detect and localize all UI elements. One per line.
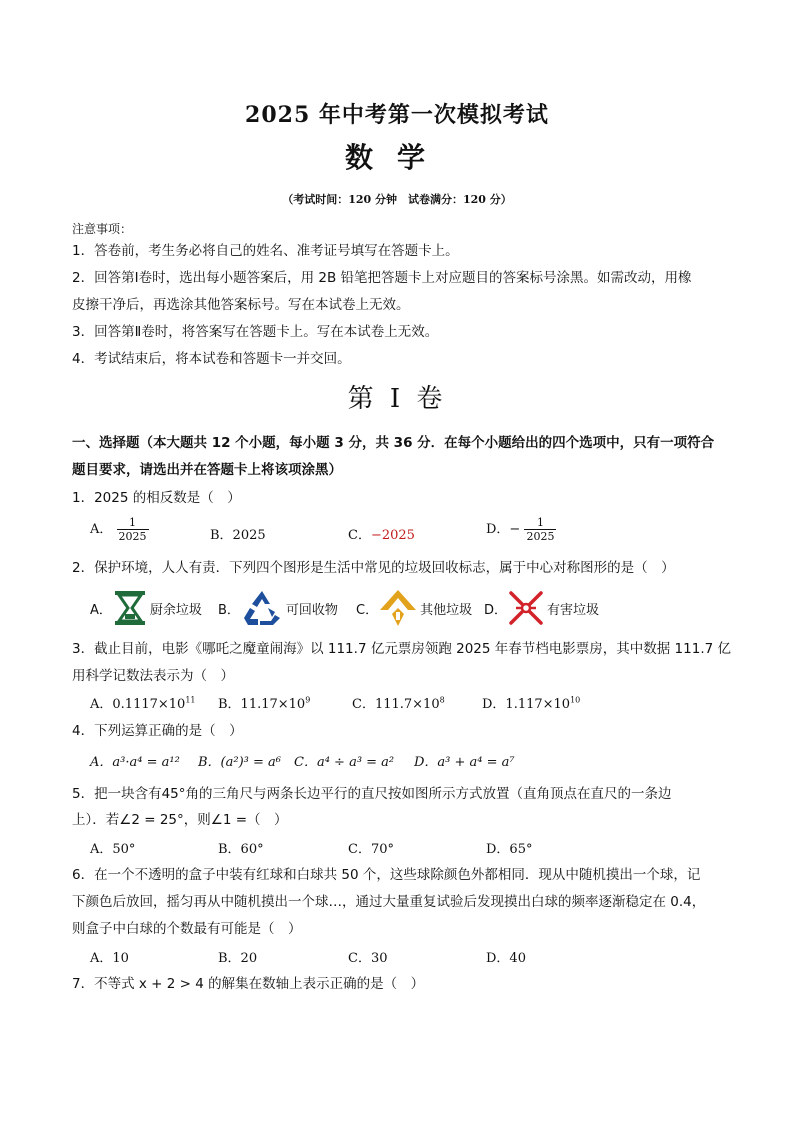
other-waste-icon	[378, 588, 418, 628]
notice-heading: 注意事项：	[72, 222, 133, 236]
q4-option-c: C．a⁴ ÷ a³ = a²	[294, 755, 395, 770]
q6-option-a: A．10	[90, 951, 129, 966]
q3-option-c: C．$111.7\times 10^8$	[352, 695, 445, 712]
q4-option-d: D．a³ + a⁴ = a⁷	[414, 755, 515, 770]
question-3-stem-line1: 3．截止目前，电影《哪吒之魔童闹海》以 111.7 亿元票房领跑 2025 年春节档电影票房，其中数据 111.7 亿	[72, 641, 731, 657]
hazardous-waste-icon	[507, 589, 545, 627]
notice-item-1: 1．答卷前，考生务必将自己的姓名、准考证号填写在答题卡上。	[72, 243, 459, 259]
volume-title: 第 I 卷	[347, 384, 447, 414]
question-6-stem-line1: 6．在一个不透明的盒子中装有红球和白球共 50 个，这些球除颜色外都相同．现从中随机摸出一个球，记	[72, 867, 701, 883]
q1-d-fraction: $\frac{1}{2025}$	[526, 516, 555, 543]
q1-option-d: D．− $\frac{1}{2025}$	[486, 516, 555, 543]
question-2-stem: 2．保护环境，人人有责．下列四个图形是生活中常见的垃圾回收标志，属于中心对称图形的是（ ）	[72, 560, 675, 576]
q1-option-c: C．−2025	[348, 528, 415, 543]
notice-item-2: 2．回答第Ⅰ卷时，选出每小题答案后，用 2B 铅笔把答题卡上对应题目的答案标号涂黑。如需改动，用橡	[72, 270, 692, 286]
q4-option-a: A．a³·a⁴ = a¹²	[90, 755, 180, 770]
notice-item-2-cont: 皮擦干净后，再选涂其他答案标号。写在本试卷上无效。	[72, 297, 410, 313]
subject-title: 数学	[344, 141, 449, 174]
question-6-stem-line2: 下颜色后放回，摇匀再从中随机摸出一个球…，通过大量重复试验后发现摸出白球的频率逐渐稳定在 0.4，	[72, 894, 706, 910]
question-4-options	[90, 751, 730, 779]
question-4-stem: 4．下列运算正确的是（ ）	[72, 723, 243, 739]
q5-option-d: D．65°	[486, 842, 533, 857]
kitchen-waste-icon	[112, 589, 148, 627]
recycle-icon	[240, 588, 284, 628]
q6-option-b: B．20	[218, 951, 258, 966]
q2-option-b: B． 可回收物	[218, 588, 338, 628]
question-6-stem-line3: 则盒子中白球的个数最有可能是（ ）	[72, 921, 302, 937]
section-heading-line2: 题目要求，请选出并在答题卡上将该项涂黑）	[72, 462, 342, 478]
question-7-stem: 7．不等式 x + 2 > 4 的解集在数轴上表示正确的是（ ）	[72, 976, 425, 992]
q4-option-b: B．(a²)³ = a⁶	[198, 755, 281, 770]
q6-option-c: C．30	[348, 951, 388, 966]
question-1-stem: 1．2025 的相反数是（ ）	[72, 490, 241, 506]
time-info: （考试时间：120 分钟 试卷满分：120 分）	[282, 193, 512, 206]
q2-option-a: A． 厨余垃圾	[90, 588, 202, 628]
question-3-stem-line2: 用科学记数法表示为（ ）	[72, 668, 234, 684]
q5-option-a: A．50°	[90, 842, 136, 857]
q1-option-a: A． $\frac{1}{2025}$	[90, 516, 147, 543]
q2-option-c: C． 其他垃圾	[356, 588, 472, 628]
q5-option-c: C．70°	[348, 842, 394, 857]
question-5-stem-line1: 5．把一块含有45°角的三角尺与两条长边平行的直尺按如图所示方式放置（直角顶点在直尺的一条边	[72, 786, 672, 802]
q3-option-b: B．$11.17\times 10^9$	[218, 695, 311, 712]
q3-option-a: A．$0.1117\times 10^{11}$	[90, 695, 196, 712]
notice-item-4: 4．考试结束后，将本试卷和答题卡一并交回。	[72, 351, 351, 367]
section-heading-line1: 一、选择题（本大题共 12 个小题，每小题 3 分，共 36 分．在每个小题给出的四个选项中，只有一项符合	[72, 435, 715, 451]
q5-option-b: B．60°	[218, 842, 264, 857]
notice-item-3: 3．回答第Ⅱ卷时，将答案写在答题卡上。写在本试卷上无效。	[72, 324, 439, 340]
exam-title: 2025 年中考第一次模拟考试	[245, 102, 549, 128]
q2-option-d: D． 有害垃圾	[484, 588, 599, 628]
question-1-options	[90, 516, 730, 544]
q1-option-b: B．2025	[210, 528, 266, 543]
q1-a-fraction: $\frac{1}{2025}$	[118, 516, 147, 543]
question-2-options	[90, 588, 730, 628]
question-5-stem-line2: 上）．若∠2 = 25°，则∠1 =（ ）	[72, 812, 288, 828]
q3-option-d: D．$1.117\times 10^{10}$	[482, 695, 581, 712]
q6-option-d: D．40	[486, 951, 526, 966]
